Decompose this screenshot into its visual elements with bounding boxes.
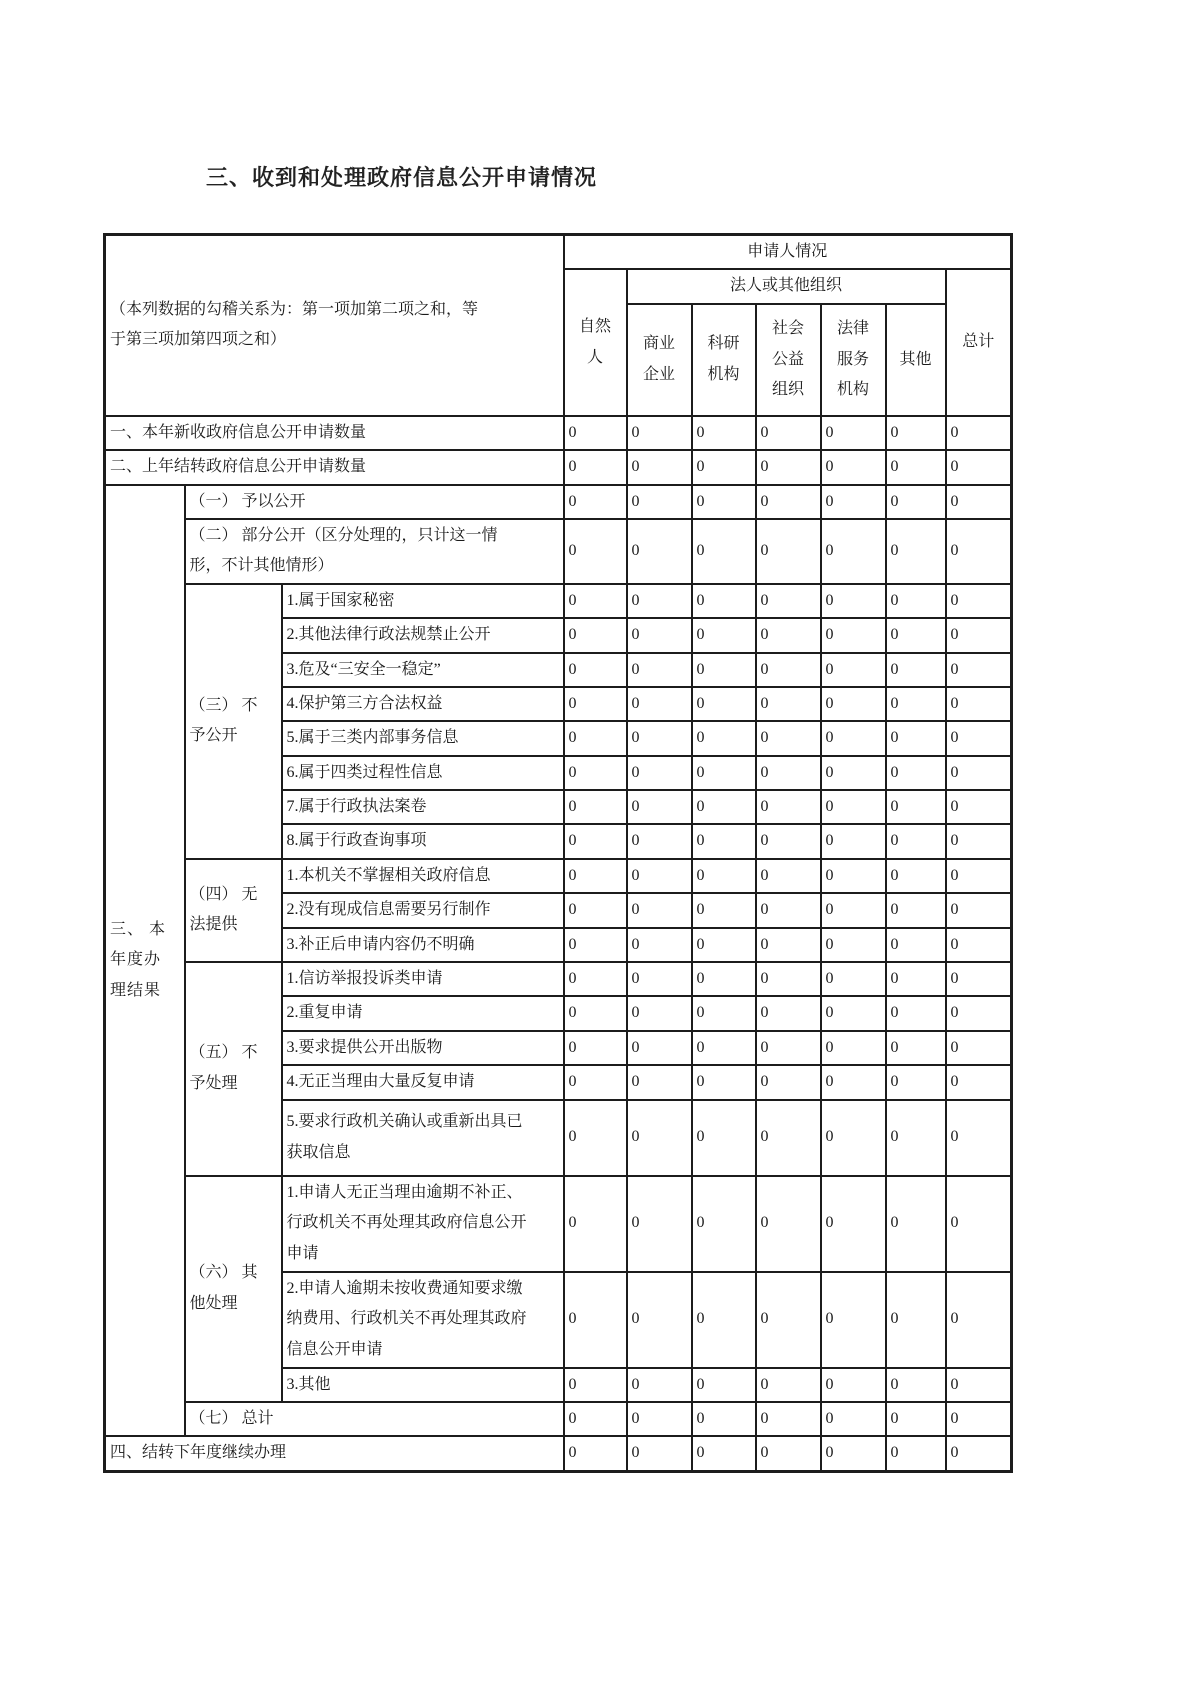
- row-label: 8.属于行政查询事项: [282, 824, 564, 858]
- value-cell: 0: [756, 859, 821, 893]
- value-cell: 0: [886, 416, 946, 450]
- value-cell: 0: [946, 416, 1012, 450]
- header-public-welfare-org: 社会 公益 组织: [756, 304, 821, 416]
- value-cell: 0: [564, 1176, 627, 1272]
- value-cell: 0: [821, 687, 886, 721]
- value-cell: 0: [821, 584, 886, 618]
- value-cell: 0: [886, 618, 946, 652]
- value-cell: 0: [756, 790, 821, 824]
- value-cell: 0: [692, 1272, 756, 1368]
- value-cell: 0: [886, 790, 946, 824]
- value-cell: 0: [564, 519, 627, 584]
- value-cell: 0: [946, 519, 1012, 584]
- value-cell: 0: [564, 618, 627, 652]
- table-row: [105, 962, 1012, 996]
- value-cell: 0: [692, 1368, 756, 1402]
- value-cell: 0: [756, 485, 821, 519]
- value-cell: 0: [946, 1176, 1012, 1272]
- value-cell: 0: [821, 653, 886, 687]
- value-cell: 0: [756, 996, 821, 1030]
- value-cell: 0: [756, 653, 821, 687]
- row-label: 1.信访举报投诉类申请: [282, 962, 564, 996]
- group-label-not-disclosed: （三） 不 予公开: [185, 584, 282, 859]
- value-cell: 0: [886, 1065, 946, 1099]
- value-cell: 0: [946, 721, 1012, 755]
- value-cell: 0: [946, 1436, 1012, 1471]
- value-cell: 0: [821, 1031, 886, 1065]
- header-applicant-group: 申请人情况: [564, 235, 1012, 270]
- value-cell: 0: [564, 962, 627, 996]
- row-label: 2.没有现成信息需要另行制作: [282, 893, 564, 927]
- value-cell: 0: [946, 756, 1012, 790]
- value-cell: 0: [692, 416, 756, 450]
- value-cell: 0: [946, 1065, 1012, 1099]
- value-cell: 0: [886, 1100, 946, 1176]
- value-cell: 0: [946, 1031, 1012, 1065]
- value-cell: 0: [692, 450, 756, 484]
- row-label: 4.保护第三方合法权益: [282, 687, 564, 721]
- value-cell: 0: [821, 996, 886, 1030]
- value-cell: 0: [564, 824, 627, 858]
- value-cell: 0: [886, 519, 946, 584]
- value-cell: 0: [627, 687, 692, 721]
- header-natural-person: 自然 人: [564, 269, 627, 415]
- value-cell: 0: [821, 756, 886, 790]
- header-commercial-enterprise: 商业 企业: [627, 304, 692, 416]
- value-cell: 0: [627, 653, 692, 687]
- row-label: 一、本年新收政府信息公开申请数量: [105, 416, 564, 450]
- value-cell: 0: [627, 416, 692, 450]
- value-cell: 0: [756, 519, 821, 584]
- row-label: 2.申请人逾期未按收费通知要求缴 纳费用、行政机关不再处理其政府 信息公开申请: [282, 1272, 564, 1368]
- value-cell: 0: [756, 416, 821, 450]
- row-label: （一） 予以公开: [185, 485, 564, 519]
- value-cell: 0: [564, 653, 627, 687]
- value-cell: 0: [886, 928, 946, 962]
- value-cell: 0: [886, 1272, 946, 1368]
- value-cell: 0: [821, 519, 886, 584]
- value-cell: 0: [821, 824, 886, 858]
- value-cell: 0: [692, 1436, 756, 1471]
- value-cell: 0: [692, 859, 756, 893]
- value-cell: 0: [627, 996, 692, 1030]
- row-label: 1.本机关不掌握相关政府信息: [282, 859, 564, 893]
- value-cell: 0: [627, 824, 692, 858]
- value-cell: 0: [692, 996, 756, 1030]
- value-cell: 0: [886, 653, 946, 687]
- value-cell: 0: [756, 756, 821, 790]
- table-row: [105, 859, 1012, 893]
- value-cell: 0: [886, 859, 946, 893]
- value-cell: 0: [886, 824, 946, 858]
- value-cell: 0: [692, 687, 756, 721]
- value-cell: 0: [946, 485, 1012, 519]
- value-cell: 0: [886, 584, 946, 618]
- value-cell: 0: [692, 824, 756, 858]
- value-cell: 0: [692, 893, 756, 927]
- value-cell: 0: [692, 653, 756, 687]
- header-other: 其他: [886, 304, 946, 416]
- value-cell: 0: [692, 790, 756, 824]
- value-cell: 0: [564, 584, 627, 618]
- table-row: [105, 1176, 1012, 1272]
- value-cell: 0: [627, 721, 692, 755]
- value-cell: 0: [692, 1402, 756, 1436]
- value-cell: 0: [886, 1402, 946, 1436]
- value-cell: 0: [946, 893, 1012, 927]
- value-cell: 0: [756, 584, 821, 618]
- value-cell: 0: [756, 962, 821, 996]
- value-cell: 0: [627, 790, 692, 824]
- section-label-annual-result: 三、 本 年度办 理结果: [105, 485, 185, 1437]
- value-cell: 0: [627, 928, 692, 962]
- value-cell: 0: [627, 1031, 692, 1065]
- value-cell: 0: [821, 416, 886, 450]
- value-cell: 0: [886, 687, 946, 721]
- value-cell: 0: [692, 756, 756, 790]
- row-label: 3.要求提供公开出版物: [282, 1031, 564, 1065]
- value-cell: 0: [627, 1100, 692, 1176]
- value-cell: 0: [627, 1402, 692, 1436]
- value-cell: 0: [756, 824, 821, 858]
- row-label: 四、结转下年度继续办理: [105, 1436, 564, 1471]
- value-cell: 0: [627, 1272, 692, 1368]
- value-cell: 0: [756, 1402, 821, 1436]
- value-cell: 0: [946, 996, 1012, 1030]
- value-cell: 0: [564, 928, 627, 962]
- value-cell: 0: [821, 928, 886, 962]
- table-row: [105, 416, 1012, 450]
- value-cell: 0: [692, 485, 756, 519]
- value-cell: 0: [564, 1368, 627, 1402]
- value-cell: 0: [886, 450, 946, 484]
- value-cell: 0: [756, 1176, 821, 1272]
- value-cell: 0: [692, 1065, 756, 1099]
- value-cell: 0: [756, 1100, 821, 1176]
- row-label: 4.无正当理由大量反复申请: [282, 1065, 564, 1099]
- value-cell: 0: [756, 1065, 821, 1099]
- value-cell: 0: [564, 485, 627, 519]
- value-cell: 0: [564, 450, 627, 484]
- value-cell: 0: [821, 790, 886, 824]
- value-cell: 0: [756, 1031, 821, 1065]
- row-label: 3.其他: [282, 1368, 564, 1402]
- table-row: [105, 450, 1012, 484]
- value-cell: 0: [886, 1176, 946, 1272]
- value-cell: 0: [564, 996, 627, 1030]
- value-cell: 0: [756, 1368, 821, 1402]
- value-cell: 0: [627, 1368, 692, 1402]
- value-cell: 0: [627, 519, 692, 584]
- group-label-other-processing: （六） 其 他处理: [185, 1176, 282, 1402]
- table-row: [105, 584, 1012, 618]
- value-cell: 0: [564, 756, 627, 790]
- reconciliation-note: （本列数据的勾稽关系为：第一项加第二项之和，等 于第三项加第四项之和）: [105, 235, 564, 416]
- row-label: （二） 部分公开（区分处理的，只计这一情 形，不计其他情形）: [185, 519, 564, 584]
- value-cell: 0: [627, 1436, 692, 1471]
- value-cell: 0: [886, 1436, 946, 1471]
- value-cell: 0: [564, 790, 627, 824]
- value-cell: 0: [627, 1176, 692, 1272]
- disclosure-applications-table: [103, 233, 1013, 1473]
- row-label: 5.属于三类内部事务信息: [282, 721, 564, 755]
- value-cell: 0: [886, 756, 946, 790]
- row-label: 2.重复申请: [282, 996, 564, 1030]
- row-label: 1.申请人无正当理由逾期不补正、 行政机关不再处理其政府信息公开 申请: [282, 1176, 564, 1272]
- header-research-institution: 科研 机构: [692, 304, 756, 416]
- value-cell: 0: [564, 1402, 627, 1436]
- value-cell: 0: [886, 485, 946, 519]
- value-cell: 0: [756, 687, 821, 721]
- value-cell: 0: [821, 450, 886, 484]
- value-cell: 0: [946, 1100, 1012, 1176]
- value-cell: 0: [946, 859, 1012, 893]
- value-cell: 0: [821, 721, 886, 755]
- row-label: 7.属于行政执法案卷: [282, 790, 564, 824]
- value-cell: 0: [692, 1176, 756, 1272]
- header-total: 总计: [946, 269, 1012, 415]
- value-cell: 0: [946, 653, 1012, 687]
- value-cell: 0: [946, 618, 1012, 652]
- value-cell: 0: [821, 893, 886, 927]
- header-legal-org-group: 法人或其他组织: [627, 269, 946, 303]
- value-cell: 0: [756, 893, 821, 927]
- value-cell: 0: [821, 1402, 886, 1436]
- value-cell: 0: [564, 416, 627, 450]
- value-cell: 0: [821, 485, 886, 519]
- table-row: [105, 1402, 1012, 1436]
- value-cell: 0: [821, 1272, 886, 1368]
- value-cell: 0: [692, 584, 756, 618]
- header-legal-service-org: 法律 服务 机构: [821, 304, 886, 416]
- value-cell: 0: [821, 618, 886, 652]
- page-title: 三、收到和处理政府信息公开申请情况: [206, 165, 598, 190]
- value-cell: 0: [946, 1402, 1012, 1436]
- value-cell: 0: [627, 962, 692, 996]
- row-label: （七） 总计: [185, 1402, 564, 1436]
- value-cell: 0: [946, 1368, 1012, 1402]
- value-cell: 0: [692, 721, 756, 755]
- row-label: 二、上年结转政府信息公开申请数量: [105, 450, 564, 484]
- row-label: 2.其他法律行政法规禁止公开: [282, 618, 564, 652]
- table-row: [105, 1436, 1012, 1471]
- value-cell: 0: [564, 1065, 627, 1099]
- value-cell: 0: [692, 618, 756, 652]
- value-cell: 0: [946, 584, 1012, 618]
- value-cell: 0: [692, 1031, 756, 1065]
- value-cell: 0: [886, 1368, 946, 1402]
- value-cell: 0: [627, 485, 692, 519]
- value-cell: 0: [627, 450, 692, 484]
- value-cell: 0: [564, 1272, 627, 1368]
- value-cell: 0: [756, 618, 821, 652]
- value-cell: 0: [886, 962, 946, 996]
- row-label: 3.补正后申请内容仍不明确: [282, 928, 564, 962]
- value-cell: 0: [821, 962, 886, 996]
- value-cell: 0: [627, 893, 692, 927]
- value-cell: 0: [564, 1436, 627, 1471]
- value-cell: 0: [564, 1100, 627, 1176]
- value-cell: 0: [946, 824, 1012, 858]
- value-cell: 0: [821, 1100, 886, 1176]
- value-cell: 0: [692, 962, 756, 996]
- row-label: 5.要求行政机关确认或重新出具已 获取信息: [282, 1100, 564, 1176]
- group-label-not-processed: （五） 不 予处理: [185, 962, 282, 1176]
- value-cell: 0: [692, 928, 756, 962]
- value-cell: 0: [564, 893, 627, 927]
- row-label: 3.危及“三安全一稳定”: [282, 653, 564, 687]
- value-cell: 0: [886, 893, 946, 927]
- value-cell: 0: [821, 1368, 886, 1402]
- value-cell: 0: [886, 721, 946, 755]
- value-cell: 0: [564, 687, 627, 721]
- value-cell: 0: [946, 450, 1012, 484]
- value-cell: 0: [946, 790, 1012, 824]
- value-cell: 0: [756, 928, 821, 962]
- value-cell: 0: [627, 1065, 692, 1099]
- value-cell: 0: [756, 1272, 821, 1368]
- value-cell: 0: [756, 450, 821, 484]
- value-cell: 0: [946, 962, 1012, 996]
- value-cell: 0: [627, 584, 692, 618]
- value-cell: 0: [886, 1031, 946, 1065]
- value-cell: 0: [756, 1436, 821, 1471]
- value-cell: 0: [946, 928, 1012, 962]
- value-cell: 0: [821, 859, 886, 893]
- row-label: 1.属于国家秘密: [282, 584, 564, 618]
- value-cell: 0: [946, 1272, 1012, 1368]
- value-cell: 0: [821, 1176, 886, 1272]
- value-cell: 0: [627, 859, 692, 893]
- table-row: [105, 519, 1012, 584]
- value-cell: 0: [627, 618, 692, 652]
- value-cell: 0: [692, 1100, 756, 1176]
- group-label-unable-to-provide: （四） 无 法提供: [185, 859, 282, 962]
- value-cell: 0: [756, 721, 821, 755]
- value-cell: 0: [564, 1031, 627, 1065]
- value-cell: 0: [564, 721, 627, 755]
- header-row-1: [105, 235, 1012, 270]
- value-cell: 0: [821, 1436, 886, 1471]
- value-cell: 0: [886, 996, 946, 1030]
- row-label: 6.属于四类过程性信息: [282, 756, 564, 790]
- value-cell: 0: [946, 687, 1012, 721]
- value-cell: 0: [692, 519, 756, 584]
- value-cell: 0: [564, 859, 627, 893]
- value-cell: 0: [627, 756, 692, 790]
- table-row: [105, 485, 1012, 519]
- value-cell: 0: [821, 1065, 886, 1099]
